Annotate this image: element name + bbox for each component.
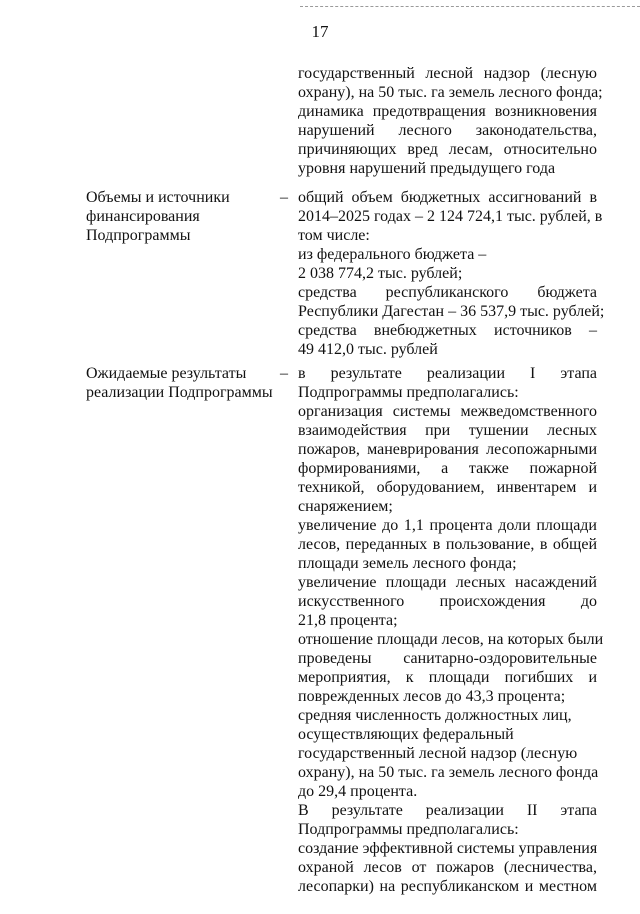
text-line: в результате реализации I этапа [298, 365, 597, 382]
text-line: поврежденных лесов до 43,3 процента; [298, 688, 566, 705]
text-line: техникой, оборудованием, инвентарем и [298, 479, 597, 496]
page-number: 17 [311, 22, 329, 41]
label-line: реализации Подпрограммы [86, 384, 273, 401]
text-line: средства внебюджетных источников – [298, 322, 597, 339]
text-line: лесов, переданных в пользование, в общей [298, 536, 597, 553]
text-line: площади земель лесного фонда; [298, 555, 517, 572]
text-line: 21,8 процента; [298, 612, 398, 629]
text-line: организация системы межведомственного [298, 403, 597, 420]
text-line: том числе: [298, 227, 370, 244]
label-line: Подпрограммы [86, 227, 191, 244]
continuation-block [298, 64, 603, 178]
text-line: из федерального бюджета – [298, 246, 487, 263]
text-line: 2014–2025 годах – 2 124 724,1 тыс. рублей, в [298, 208, 603, 225]
section-label-results [86, 364, 276, 402]
text-line: уровня нарушений предыдущего года [298, 160, 556, 177]
label-line: Ожидаемые результаты [86, 365, 247, 382]
text-line: мероприятия, к площади погибших и [298, 669, 597, 686]
text-line: государственный лесной надзор (лесную [298, 65, 597, 82]
text-line: общий объем бюджетных ассигнований в [298, 189, 597, 206]
text-line: охрану), на 50 тыс. га земель лесного фонда; [298, 84, 603, 101]
section-content-financing [298, 188, 605, 359]
text-line: до 29,4 процента. [298, 783, 418, 800]
text-line: увеличение площади лесных насаждений [298, 574, 597, 591]
text-line: средства республиканского бюджета [298, 284, 597, 301]
text-line: Республики Дагестан – 36 537,9 тыс. рублей; [298, 303, 605, 320]
text-line: отношение площади лесов, на которых были [298, 631, 604, 648]
text-line: создание эффективной системы управления [298, 840, 598, 857]
text-line: В результате реализации II этапа [298, 802, 597, 819]
text-line: нарушений лесного законодательства, [298, 122, 597, 139]
section-label-financing [86, 188, 276, 245]
text-line: 2 038 774,2 тыс. рублей; [298, 265, 463, 282]
text-line: искусственного происхождения до [298, 593, 597, 610]
label-line: финансирования [86, 208, 200, 225]
text-line: охраной лесов от пожаров (лесничества, [298, 859, 597, 876]
text-line: причиняющих вред лесам, относительно [298, 141, 597, 158]
section-dash: – [280, 365, 288, 382]
text-line: государственный лесной надзор (лесную [298, 745, 578, 762]
text-line: осуществляющих федеральный [298, 726, 514, 743]
text-line: динамика предотвращения возникновения [298, 103, 597, 120]
text-line: лесопарки) на республиканском и местном [298, 878, 597, 895]
text-line: Подпрограммы предполагались: [298, 821, 519, 838]
text-line: Подпрограммы предполагались: [298, 384, 519, 401]
top-dashed-rule [300, 6, 640, 7]
text-line: охрану), на 50 тыс. га земель лесного фонда [298, 764, 599, 781]
label-line: Объемы и источники [86, 189, 230, 206]
text-line: пожаров, маневрирования лесопожарными [298, 441, 597, 458]
text-line: снаряжением; [298, 498, 393, 515]
text-line: средняя численность должностных лиц, [298, 707, 572, 724]
text-line: 49 412,0 тыс. рублей [298, 341, 438, 358]
section-content-results [298, 364, 604, 896]
text-line: увеличение до 1,1 процента доли площади [298, 517, 597, 534]
text-line: формированиями, а также пожарной [298, 460, 597, 477]
text-line: взаимодействия при тушении лесных [298, 422, 597, 439]
section-dash: – [280, 189, 288, 206]
text-line: проведены санитарно-оздоровительные [298, 650, 597, 667]
